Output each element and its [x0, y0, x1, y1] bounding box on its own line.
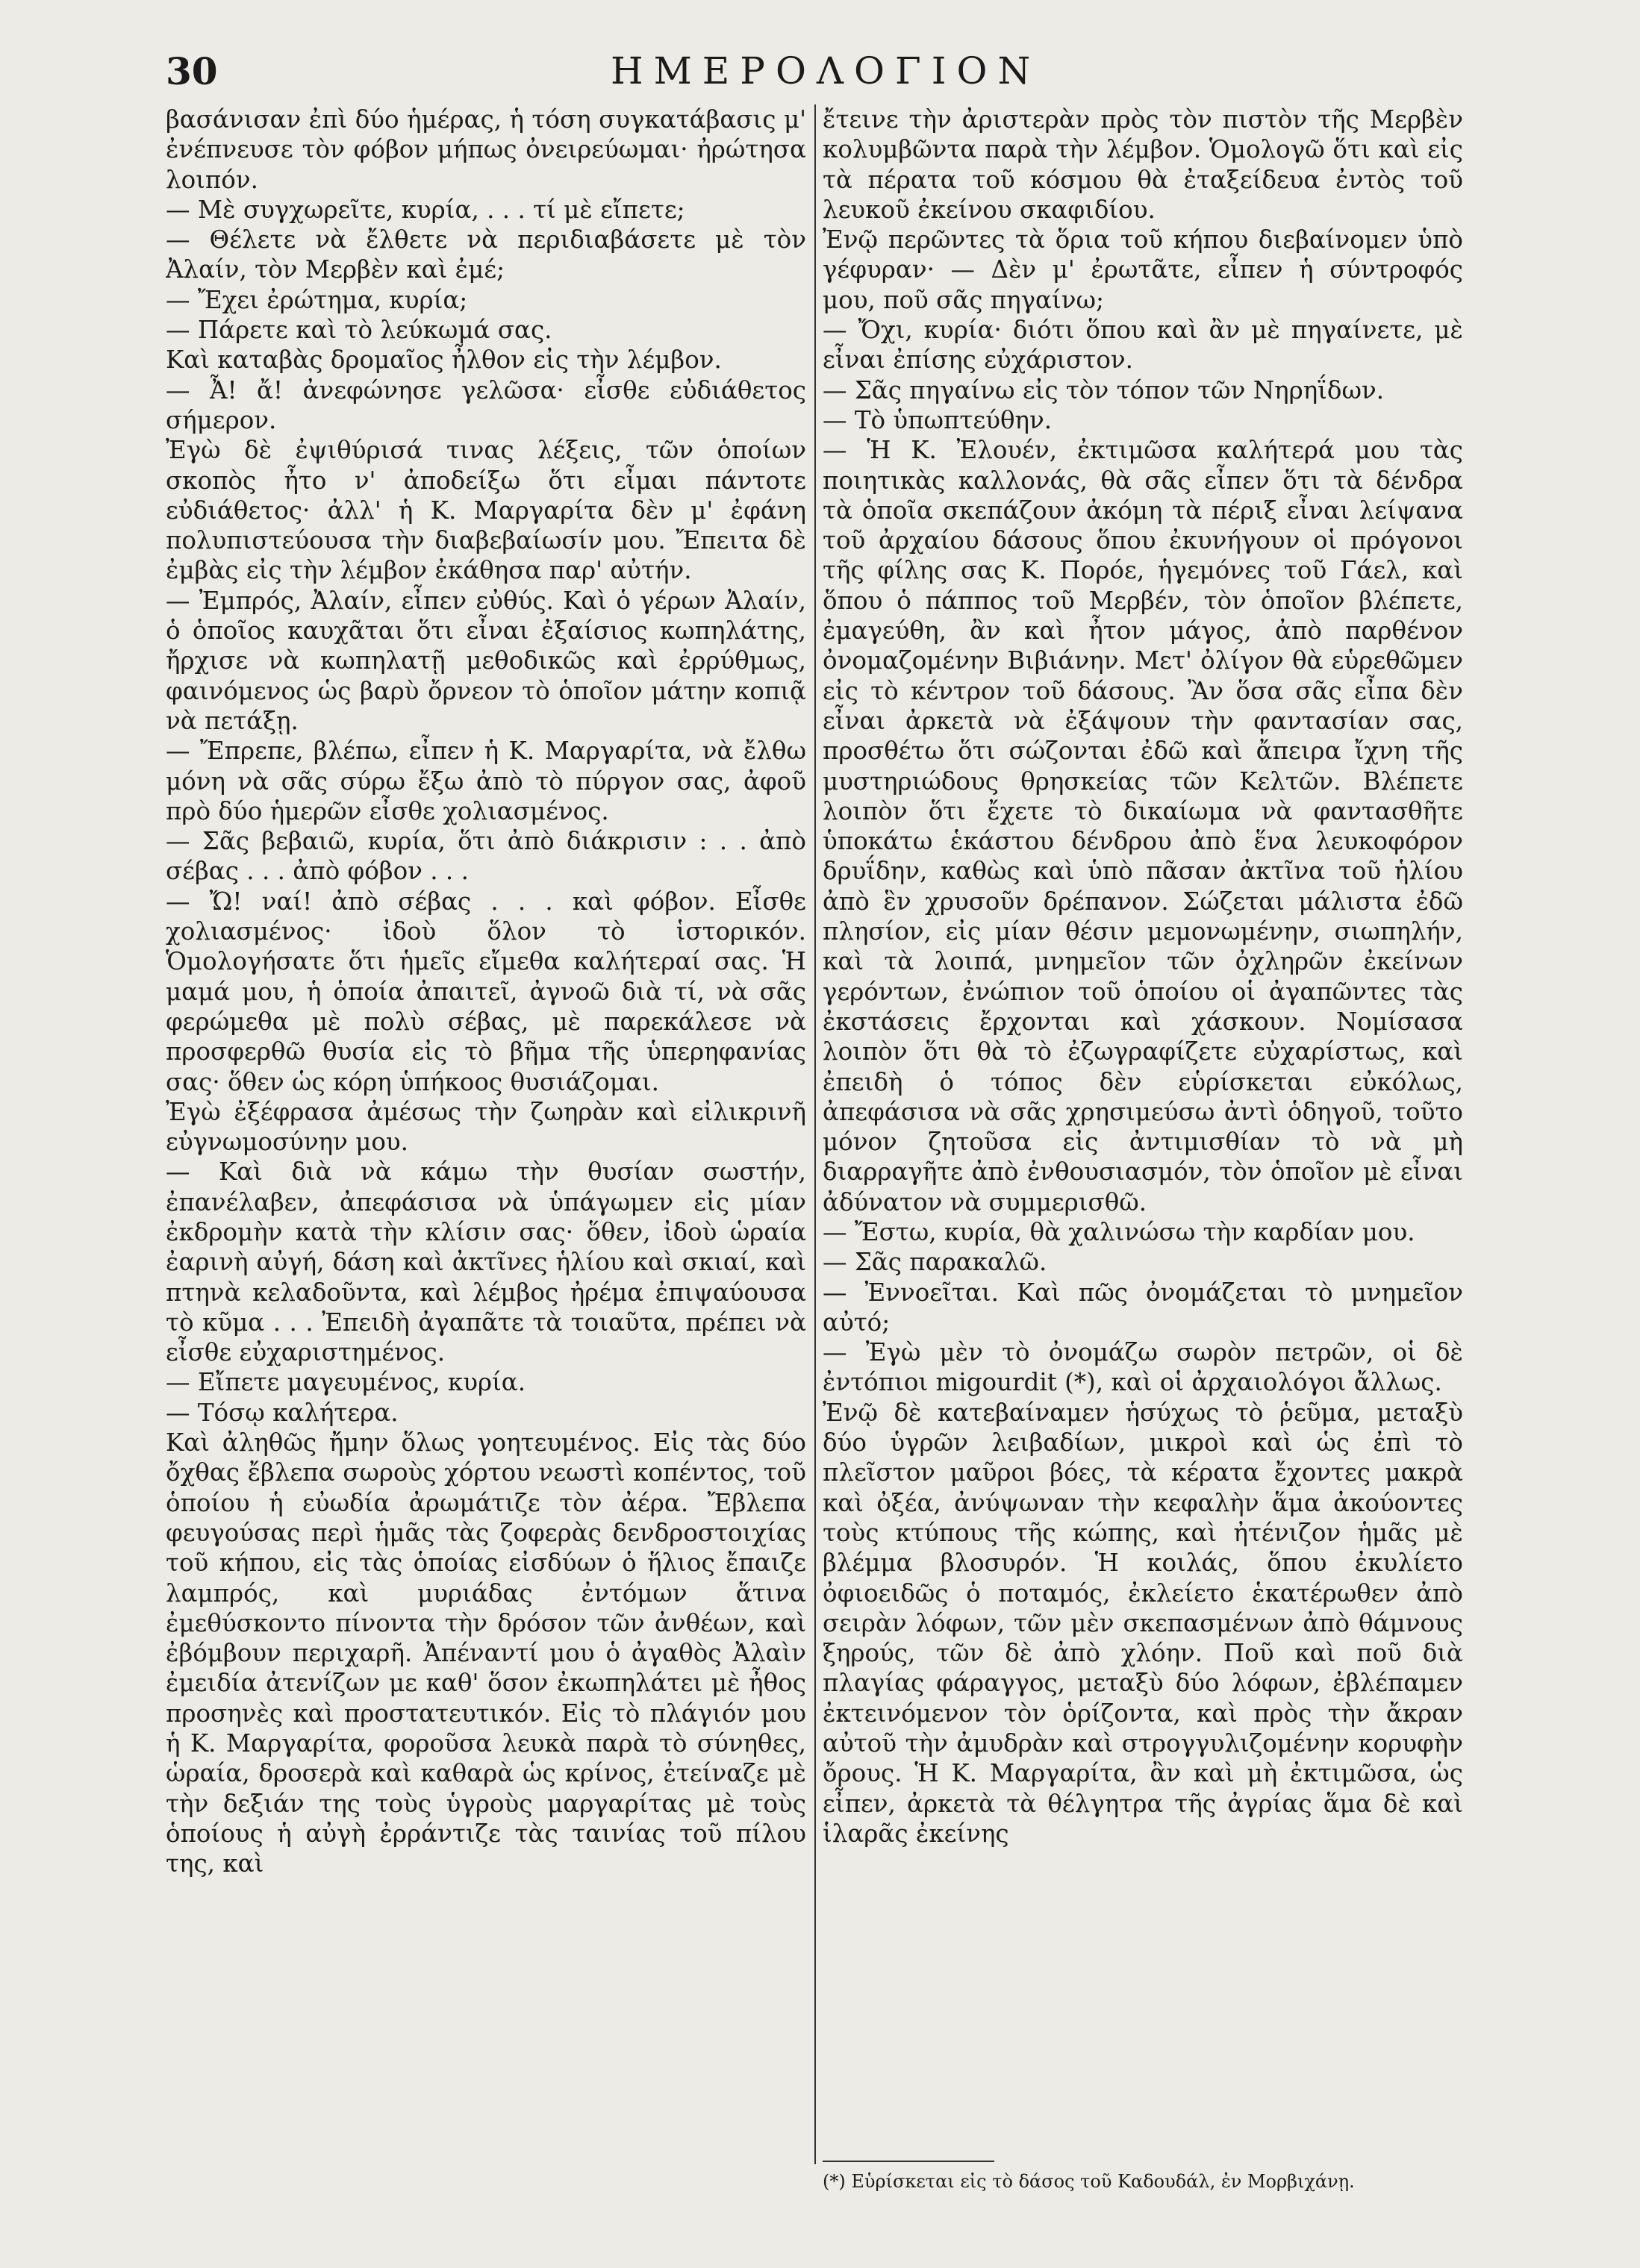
left-column — [166, 104, 806, 2164]
running-title: ΗΜΕΡΟΛΟΓΙΟΝ — [611, 49, 1041, 93]
paragraph: — Εἴπετε μαγευμένος, κυρία. — [166, 1368, 526, 1397]
paragraph: — Πάρετε καὶ τὸ λεύκωμά σας. — [166, 316, 552, 345]
footnote-rule — [823, 2161, 994, 2162]
paragraph: — Ἔπρεπε, βλέπω, εἶπεν ἡ Κ. Μαργαρίτα, νὰ ἔλθω μόνη νὰ σᾶς σύρω ἔξω ἀπὸ τὸ πύργον σας, ἀφοῦ πρὸ δύο ἡμερῶν εἶσθε χολιασμένος. — [166, 737, 806, 825]
paragraph: — Τὸ ὑπωπτεύθην. — [823, 405, 1053, 434]
paragraph: — Ἐγὼ μὲν τὸ ὀνομάζω σωρὸν πετρῶν, οἱ δὲ ἐντόπιοι migourdit (*), καὶ οἱ ἀρχαιολόγοι ἄλλως. — [823, 1338, 1463, 1397]
paragraph: Ἐνῷ περῶντες τὰ ὅρια τοῦ κήπου διεβαίνομεν ὑπὸ γέφυραν· — Δὲν μ' ἐρωτᾶτε, εἶπεν ἡ σύντροφός μου, ποῦ σᾶς πηγαίνω; — [823, 225, 1463, 314]
paragraph: — Σᾶς βεβαιῶ, κυρία, ὅτι ἀπὸ διάκρισιν : . . ἀπὸ σέβας . . . ἀπὸ φόβον . . . — [166, 827, 806, 886]
paragraph: Καὶ ἀληθῶς ἤμην ὅλως γοητευμένος. Εἰς τὰς δύο ὄχθας ἔβλεπα σωροὺς χόρτου νεωστὶ κοπέντος, τοῦ ὁποίου ἡ εὐωδία ἀρωμάτιζε τὸν ἀέρα. Ἔβλεπα φευγούσας περὶ ἡμᾶς τὰς ζοφερὰς δενδροστοιχίας τοῦ κήπου, εἰς τὰς ὁποίας εἰσδύων ὁ ἥλιος ἔπαιζε λαμπρός, καὶ μυριάδας ἐντόμων ἅτινα ἐμεθύσκοντο πίνοντα τὴν δρόσον τῶν ἀνθέων, καὶ ἐβόμβουν περιχαρῆ. Ἀπέναντί μου ὁ ἀγαθὸς Ἀλαὶν ἐμειδία ἀτενίζων με καθ' ὅσον ἐκωπηλάτει μὲ ἦθος προσηνὲς καὶ προστατευτικόν. Εἰς τὸ πλάγιόν μου ἡ Κ. Μαργαρίτα, φοροῦσα λευκὰ παρὰ τὸ σύνηθες, ὡραία, δροσερὰ καὶ καθαρὰ ὡς κρίνος, ἐτείναζε μὲ τὴν δεξιάν της τοὺς ὑγροὺς μαργαρίτας μὲ τοὺς ὁποίους ἡ αὐγὴ ἐρράντιζε τὰς ταινίας τοῦ πίλου της, καὶ — [166, 1428, 806, 1878]
paragraph: Ἐγὼ δὲ ἐψιθύρισά τινας λέξεις, τῶν ὁποίων σκοπὸς ἦτο ν' ἀποδείξω ὅτι εἶμαι πάντοτε εὐδιάθετος· ἀλλ' ἡ Κ. Μαργαρίτα δὲν μ' ἐφάνη πολυπιστεύουσα τὴν διαβεβαίωσίν μου. Ἔπειτα δὲ ἐμβὰς εἰς τὴν λέμβον ἐκάθησα παρ' αὐτήν. — [166, 436, 806, 585]
paragraph: βασάνισαν ἐπὶ δύο ἡμέρας, ἡ τόση συγκατάβασις μ' ἐνέπνευσε τὸν φόβον μήπως ὀνειρεύωμαι· ἠρώτησα λοιπόν. — [166, 105, 806, 194]
paragraph: Ἐγὼ ἐξέφρασα ἀμέσως τὴν ζωηρὰν καὶ εἰλικρινῆ εὐγνωμοσύνην μου. — [166, 1097, 806, 1157]
column-divider — [814, 104, 816, 2164]
paragraph: — Ἔχει ἐρώτημα, κυρία; — [166, 285, 468, 314]
paragraph: Καὶ καταβὰς δρομαῖος ἦλθον εἰς τὴν λέμβον. — [166, 346, 722, 375]
paragraph: — Θέλετε νὰ ἔλθετε νὰ περιδιαβάσετε μὲ τὸν Ἀλαίν, τὸν Μερβὲν καὶ ἐμέ; — [166, 225, 806, 284]
paragraph: — Ἐννοεῖται. Καὶ πῶς ὀνομάζεται τὸ μνημεῖον αὐτό; — [823, 1278, 1463, 1337]
paragraph: — Σᾶς παρακαλῶ. — [823, 1248, 1047, 1277]
right-column — [823, 104, 1463, 2149]
paragraph: — Ἡ Κ. Ἐλουέν, ἐκτιμῶσα καλήτερά μου τὰς ποιητικὰς καλλονάς, θὰ σᾶς εἶπεν ὅτι τὰ δένδρα τὰ ὁποῖα σκεπάζουν ἀκόμη τὰ πέριξ εἶναι λείψανα τοῦ ἀρχαίου δάσους ὅπου ἐκυνήγουν οἱ πρόγονοι τῆς φίλης σας Κ. Πορόε, ἡγεμόνες τοῦ Γάελ, καὶ ὅπου ὁ πάππος τοῦ Μερβέν, τὸν ὁποῖον βλέπετε, ἐμαγεύθη, ἂν καὶ ἦτον μάγος, ἀπὸ παρθένον ὀνομαζομένην Βιβιάνην. Μετ' ὀλίγον θὰ εὑρεθῶμεν εἰς τὸ κέντρον τοῦ δάσους. Ἂν ὅσα σᾶς εἶπα δὲν εἶναι ἀρκετὰ νὰ ἐξάψουν τὴν φαντασίαν σας, προσθέτω ὅτι σώζονται ἐδῶ καὶ ἄπειρα ἴχνη τῆς μυστηριώδους θρησκείας τῶν Κελτῶν. Βλέπετε λοιπὸν ὅτι ἔχετε τὸ δικαίωμα νὰ φαντασθῆτε ὑποκάτω ἑκάστου δένδρου ἀπὸ ἕνα λευκοφόρον δρυΐδην, καθὼς καὶ ὑπὸ πᾶσαν ἀκτῖνα τοῦ ἡλίου ἀπὸ ἓν χρυσοῦν δρέπανον. Σώζεται μάλιστα ἐδῶ πλησίον, εἰς μίαν θέσιν μεμονωμένην, σιωπηλήν, καὶ τὰ λοιπά, μνημεῖον τῶν ὀχληρῶν ἐκείνων γερόντων, ἐνώπιον τοῦ ὁποίου οἱ ἀγαπῶντες τὰς ἐκστάσεις ἔρχονται καὶ χάσκουν. Νομίσασα λοιπὸν ὅτι θὰ τὸ ἐζωγραφίζετε εὐχαρίστως, καὶ ἐπειδὴ ὁ τόπος δὲν εὑρίσκεται εὐκόλως, ἀπεφάσισα νὰ σᾶς χρησιμεύσω ἀντὶ ὁδηγοῦ, τοῦτο μόνον ζητοῦσα εἰς ἀντιμισθίαν τὸ νὰ μὴ διαρραγῆτε ἀπὸ ἐνθουσιασμόν, τὸν ὁποῖον μὲ εἶναι ἀδύνατον νὰ συμμερισθῶ. — [823, 436, 1463, 1216]
paragraph: — Σᾶς πηγαίνω εἰς τὸν τόπον τῶν Νηρηΐδων. — [823, 375, 1385, 404]
paragraph: — Ὤ! ναί! ἀπὸ σέβας . . . καὶ φόβον. Εἶσθε χολιασμένος· ἰδοὺ ὅλον τὸ ἱστορικόν. Ὁμολογήσατε ὅτι ἡμεῖς εἴμεθα καλήτεραί σας. Ἡ μαμά μου, ἡ ὁποία ἀπαιτεῖ, ἀγνοῶ διὰ τί, νὰ σᾶς φερώμεθα μὲ πολὺ σέβας, μὲ παρεκάλεσε νὰ προσφερθῶ θυσία εἰς τὸ βῆμα τῆς ὑπερηφανίας σας· ὅθεν ὡς κόρη ὑπήκοος θυσιάζομαι. — [166, 887, 806, 1096]
page-number: 30 — [166, 49, 218, 93]
paragraph: — Ἔστω, κυρία, θὰ χαλινώσω τὴν καρδίαν μου. — [823, 1217, 1415, 1246]
paragraph: — Ἆ! ἄ! ἀνεφώνησε γελῶσα· εἶσθε εὐδιάθετος σήμερον. — [166, 375, 806, 434]
paragraph: — Μὲ συγχωρεῖτε, κυρία, . . . τί μὲ εἴπετε; — [166, 195, 685, 224]
paragraph: ἔτεινε τὴν ἀριστερὰν πρὸς τὸν πιστὸν τῆς Μερβὲν κολυμβῶντα παρὰ τὴν λέμβον. Ὁμολογῶ ὅτι καὶ εἰς τὰ πέρατα τοῦ κόσμου θὰ ἐταξείδευα ἐντὸς τοῦ λευκοῦ ἐκείνου σκαφιδίου. — [823, 105, 1463, 224]
paragraph: Ἐνῷ δὲ κατεβαίναμεν ἡσύχως τὸ ῥεῦμα, μεταξὺ δύο ὑγρῶν λειβαδίων, μικροὶ καὶ ὡς ἐπὶ τὸ πλεῖστον μαῦροι βόες, τὰ κέρατα ἔχοντες μακρὰ καὶ ὀξέα, ἀνύψωναν τὴν κεφαλὴν ἅμα ἀκούοντες τοὺς κτύπους τῆς κώπης, καὶ ἠτένιζον ἡμᾶς μὲ βλέμμα βλοσυρόν. Ἡ κοιλάς, ὅπου ἐκυλίετο ὀφιοειδῶς ὁ ποταμός, ἐκλείετο ἑκατέρωθεν ἀπὸ σειρὰν λόφων, τῶν μὲν σκεπασμένων ἀπὸ θάμνους ξηρούς, τῶν δὲ ἀπὸ χλόην. Ποῦ καὶ ποῦ διὰ πλαγίας φάραγγος, μεταξὺ δύο λόφων, ἐβλέπαμεν ἐκτεινόμενον τὸν ὁρίζοντα, καὶ πρὸς τὴν ἄκραν αὐτοῦ τὴν ἀμυδρὰν καὶ στρογγυλιζομένην κορυφὴν ὄρους. Ἡ Κ. Μαργαρίτα, ἂν καὶ μὴ ἐκτιμῶσα, ὡς εἶπεν, ἀρκετὰ τὰ θέλγητρα τῆς ἀγρίας ἅμα δὲ καὶ ἱλαρᾶς ἐκείνης — [823, 1398, 1463, 1848]
paragraph: — Καὶ διὰ νὰ κάμω τὴν θυσίαν σωστήν, ἐπανέλαβεν, ἀπεφάσισα νὰ ὑπάγωμεν εἰς μίαν ἐκδρομὴν κατὰ τὴν κλίσιν σας· ὅθεν, ἰδοὺ ὡραία ἐαρινὴ αὐγή, δάση καὶ ἀκτῖνες ἡλίου καὶ σκιαί, καὶ πτηνὰ κελαδοῦντα, καὶ λέμβος ἠρέμα ἐπιψαύουσα τὸ κῦμα . . . Ἐπειδὴ ἀγαπᾶτε τὰ τοιαῦτα, πρέπει νὰ εἶσθε εὐχαριστημένος. — [166, 1158, 806, 1367]
running-header — [0, 49, 1640, 109]
footnote: (*) Εὑρίσκεται εἰς τὸ δάσος τοῦ Καδουδάλ, ἐν Μορβιχάνῃ. — [823, 2171, 1355, 2192]
paragraph: — Ὄχι, κυρία· διότι ὅπου καὶ ἂν μὲ πηγαίνετε, μὲ εἶναι ἐπίσης εὐχάριστον. — [823, 316, 1463, 375]
paragraph: — Τόσῳ καλήτερα. — [166, 1398, 399, 1427]
paragraph: — Ἐμπρός, Ἀλαίν, εἶπεν εὐθύς. Καὶ ὁ γέρων Ἀλαίν, ὁ ὁποῖος καυχᾶται ὅτι εἶναι ἐξαίσιος κωπηλάτης, ἤρχισε νὰ κωπηλατῇ μεθοδικῶς καὶ ἐρρύθμως, φαινόμενος ὡς βαρὺ ὄρνεον τὸ ὁποῖον μάτην κοπιᾷ νὰ πετάξῃ. — [166, 586, 806, 735]
